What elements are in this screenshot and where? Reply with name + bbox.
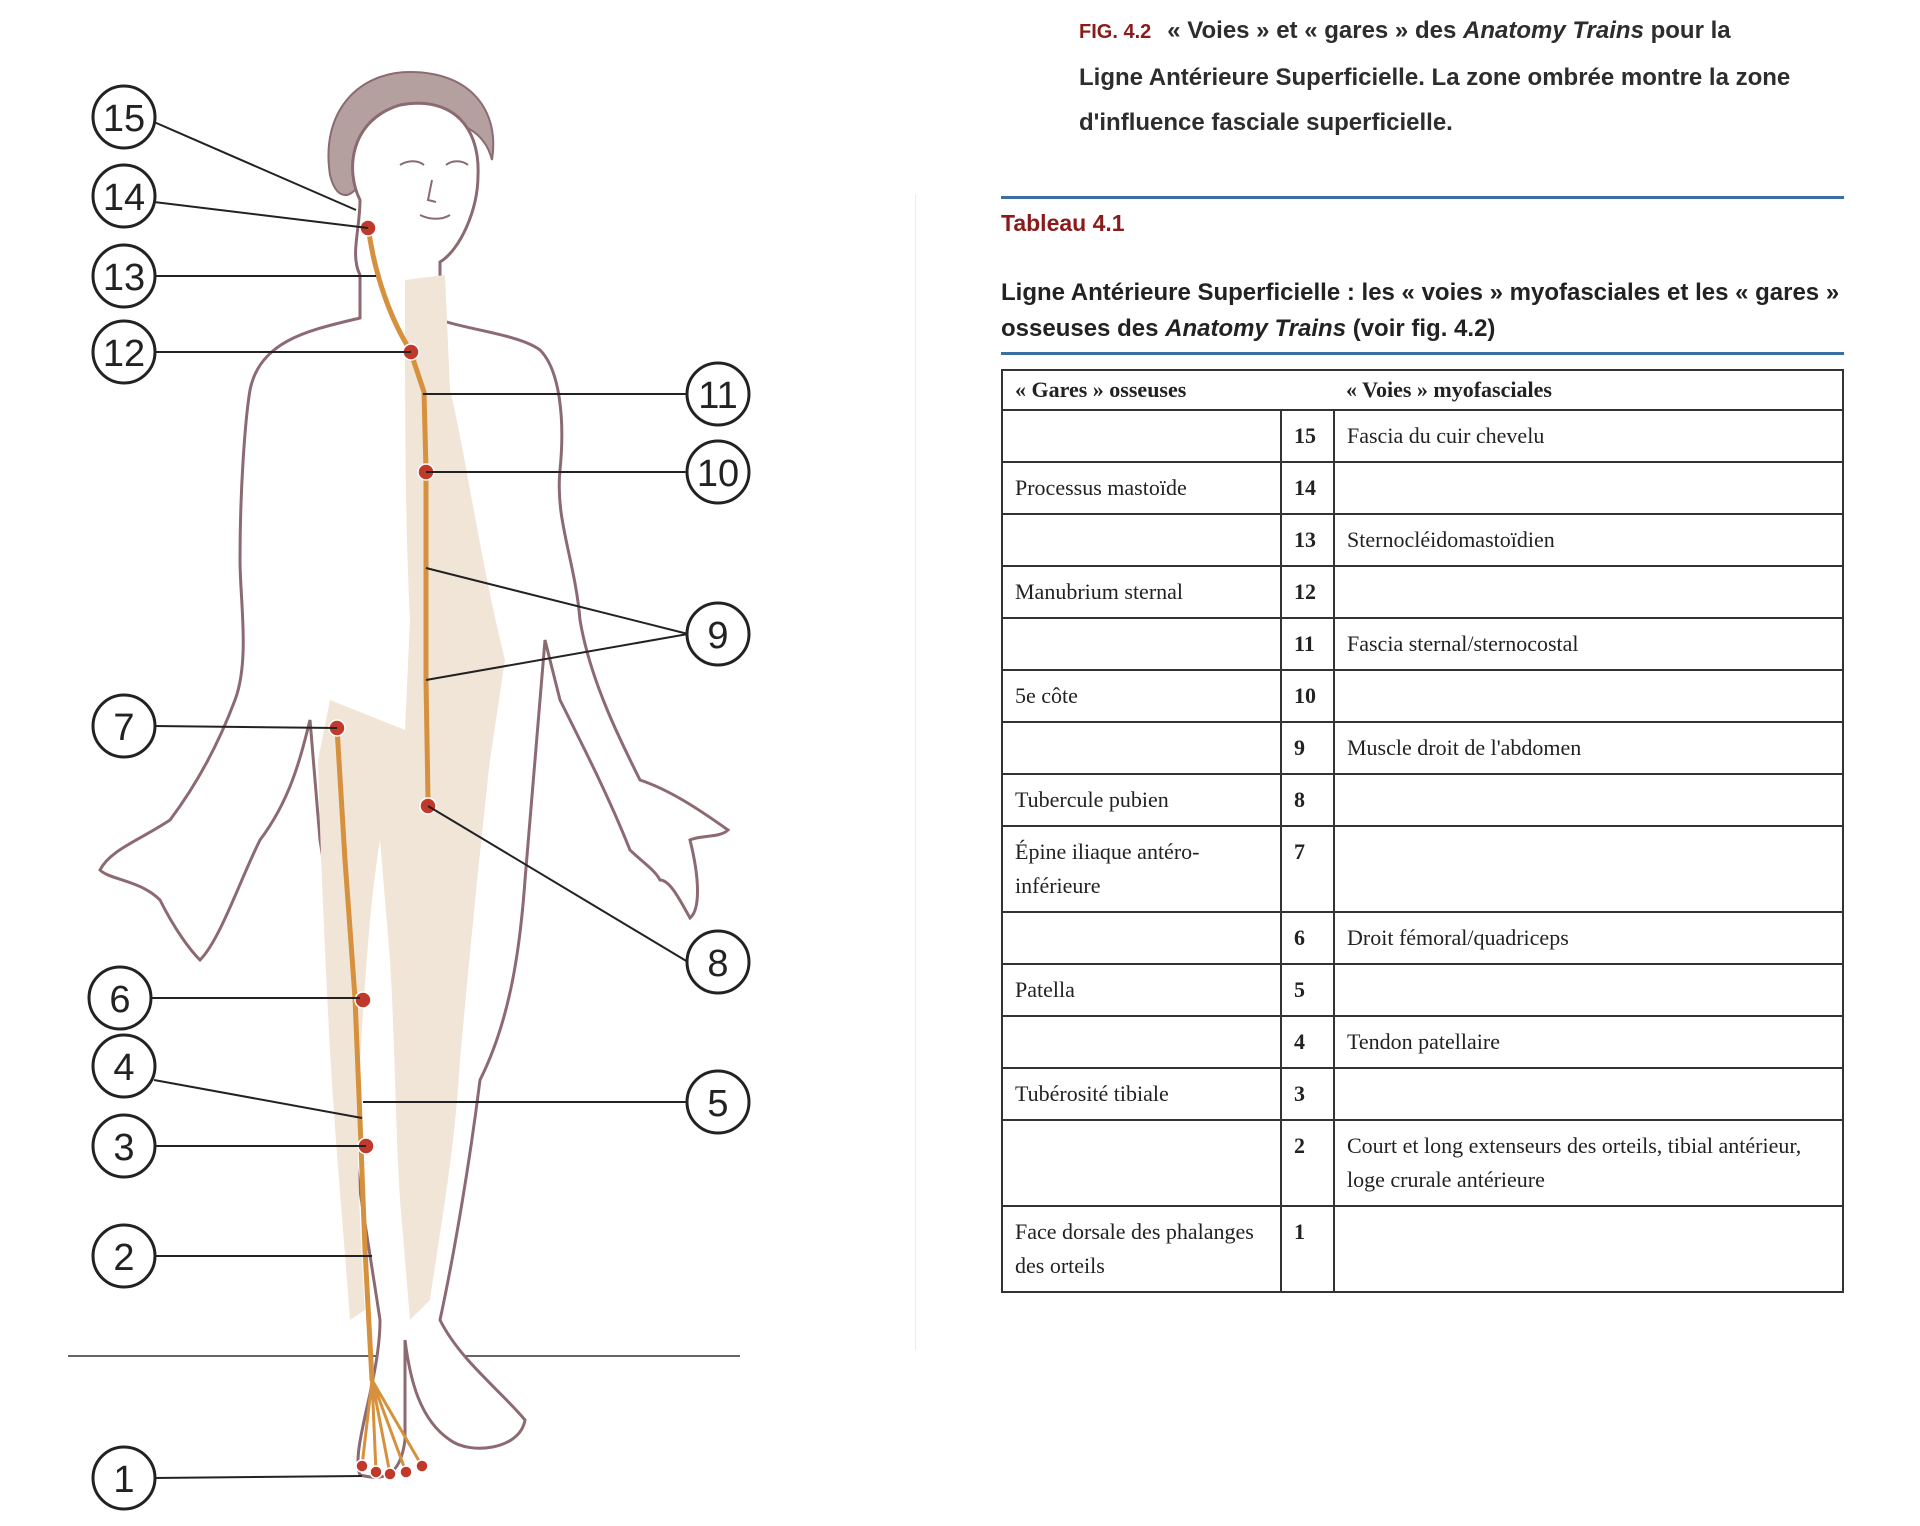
cell-gare (1002, 722, 1281, 774)
cell-voie (1334, 1206, 1843, 1292)
cell-number: 6 (1281, 912, 1334, 964)
callout-13 (93, 245, 155, 307)
callout-10 (687, 441, 749, 503)
cell-number: 9 (1281, 722, 1334, 774)
column-divider (915, 195, 916, 1350)
header-voies: « Voies » myofasciales (1334, 370, 1843, 410)
cell-number: 4 (1281, 1016, 1334, 1068)
svg-text:5: 5 (707, 1083, 729, 1125)
cell-gare (1002, 410, 1281, 462)
callout-7 (93, 695, 155, 757)
cell-gare: Patella (1002, 964, 1281, 1016)
table-title (1001, 275, 1851, 347)
cell-voie: Muscle droit de l'abdomen (1334, 722, 1843, 774)
cell-voie (1334, 462, 1843, 514)
cell-number: 15 (1281, 410, 1334, 462)
cell-voie (1334, 1068, 1843, 1120)
svg-text:8: 8 (707, 943, 729, 985)
table-body (1002, 410, 1843, 1292)
table-row (1002, 670, 1843, 722)
callout-8 (687, 931, 749, 993)
station-dot-5 (355, 992, 371, 1008)
cell-gare (1002, 912, 1281, 964)
cell-voie: Court et long extenseurs des orteils, tibial antérieur, loge crurale antérieure (1334, 1120, 1843, 1206)
table-row (1002, 1120, 1843, 1206)
station-dot-1e (416, 1460, 428, 1472)
table-row (1002, 514, 1843, 566)
header-gares: « Gares » osseuses (1002, 370, 1281, 410)
cell-number: 12 (1281, 566, 1334, 618)
table-title-post: (voir fig. 4.2) (1346, 315, 1496, 342)
cell-gare: 5e côte (1002, 670, 1281, 722)
cell-gare (1002, 514, 1281, 566)
cell-gare: Épine iliaque antéro-inférieure (1002, 826, 1281, 912)
callout-4 (93, 1035, 155, 1097)
table-bottom-rule (1001, 352, 1844, 355)
table-row (1002, 774, 1843, 826)
leader-15 (154, 122, 356, 210)
cell-number: 3 (1281, 1068, 1334, 1120)
cell-voie: Fascia du cuir chevelu (1334, 410, 1843, 462)
svg-text:10: 10 (696, 453, 740, 495)
callout-1 (93, 1447, 155, 1509)
cell-gare (1002, 1016, 1281, 1068)
svg-text:11: 11 (698, 375, 738, 417)
svg-text:12: 12 (102, 333, 146, 375)
table-number: Tableau 4.1 (1001, 210, 1125, 236)
cell-number: 7 (1281, 826, 1334, 912)
station-dot-1a (356, 1460, 368, 1472)
callout-12 (93, 321, 155, 383)
table-row (1002, 618, 1843, 670)
table-row (1002, 462, 1843, 514)
leader-14 (154, 202, 368, 228)
cell-number: 11 (1281, 618, 1334, 670)
callout-3 (93, 1115, 155, 1177)
station-dot-1d (400, 1466, 412, 1478)
cell-gare (1002, 1120, 1281, 1206)
table-row (1002, 410, 1843, 462)
station-dot-1b (370, 1466, 382, 1478)
header-spacer (1281, 370, 1334, 410)
leader-4 (154, 1080, 362, 1118)
anatomy-figure (0, 0, 920, 1526)
cell-voie: Tendon patellaire (1334, 1016, 1843, 1068)
caption-text-pre: « Voies » et « gares » des (1167, 17, 1463, 44)
svg-text:2: 2 (113, 1237, 135, 1279)
table-row (1002, 1068, 1843, 1120)
cell-voie (1334, 774, 1843, 826)
cell-voie (1334, 826, 1843, 912)
cell-voie (1334, 566, 1843, 618)
callout-2 (93, 1225, 155, 1287)
table-row (1002, 1206, 1843, 1292)
table-row (1002, 722, 1843, 774)
cell-voie: Droit fémoral/quadriceps (1334, 912, 1843, 964)
callout-11 (687, 363, 749, 425)
anatomy-trains-table (1001, 369, 1844, 1293)
table-title-italic: Anatomy Trains (1165, 315, 1347, 342)
cell-number: 13 (1281, 514, 1334, 566)
figure-caption (1079, 8, 1799, 145)
table-top-rule (1001, 196, 1844, 199)
cell-gare: Tubérosité tibiale (1002, 1068, 1281, 1120)
cell-gare: Face dorsale des phalanges des orteils (1002, 1206, 1281, 1292)
cell-gare (1002, 618, 1281, 670)
table-row (1002, 826, 1843, 912)
callout-9 (687, 603, 749, 665)
table-row (1002, 964, 1843, 1016)
table-header-row (1002, 370, 1843, 410)
cell-voie (1334, 670, 1843, 722)
cell-number: 5 (1281, 964, 1334, 1016)
callout-6 (89, 967, 151, 1029)
svg-text:13: 13 (102, 257, 146, 299)
caption-text-italic: Anatomy Trains (1462, 17, 1644, 44)
svg-text:7: 7 (113, 707, 135, 749)
cell-gare: Processus mastoïde (1002, 462, 1281, 514)
cell-gare: Tubercule pubien (1002, 774, 1281, 826)
callout-14 (93, 165, 155, 227)
svg-text:3: 3 (113, 1127, 135, 1169)
leader-1 (154, 1476, 362, 1478)
table-row (1002, 566, 1843, 618)
cell-number: 2 (1281, 1120, 1334, 1206)
callout-5 (687, 1071, 749, 1133)
callout-15 (93, 86, 155, 148)
svg-text:15: 15 (102, 98, 146, 140)
svg-text:9: 9 (707, 615, 729, 657)
svg-text:14: 14 (102, 177, 146, 219)
cell-voie (1334, 964, 1843, 1016)
cell-voie: Fascia sternal/sternocostal (1334, 618, 1843, 670)
cell-number: 8 (1281, 774, 1334, 826)
caption-text-post: pour la Ligne Antérieure Superficielle. La zone ombrée montre la zone d'influence fasciale superficielle. (1079, 17, 1791, 136)
cell-number: 10 (1281, 670, 1334, 722)
cell-gare: Manubrium sternal (1002, 566, 1281, 618)
cell-voie: Sternocléidomastoïdien (1334, 514, 1843, 566)
figure-number: FIG. 4.2 (1079, 21, 1152, 43)
station-dot-1c (384, 1468, 396, 1480)
table-row (1002, 912, 1843, 964)
svg-text:6: 6 (109, 979, 131, 1021)
table-title-pre: Ligne Antérieure Superficielle : les « voies » myofasciales et les « gares » osseuses des (1001, 279, 1840, 342)
cell-number: 14 (1281, 462, 1334, 514)
svg-text:4: 4 (113, 1047, 135, 1089)
cell-number: 1 (1281, 1206, 1334, 1292)
table-row (1002, 1016, 1843, 1068)
svg-text:1: 1 (113, 1459, 135, 1501)
